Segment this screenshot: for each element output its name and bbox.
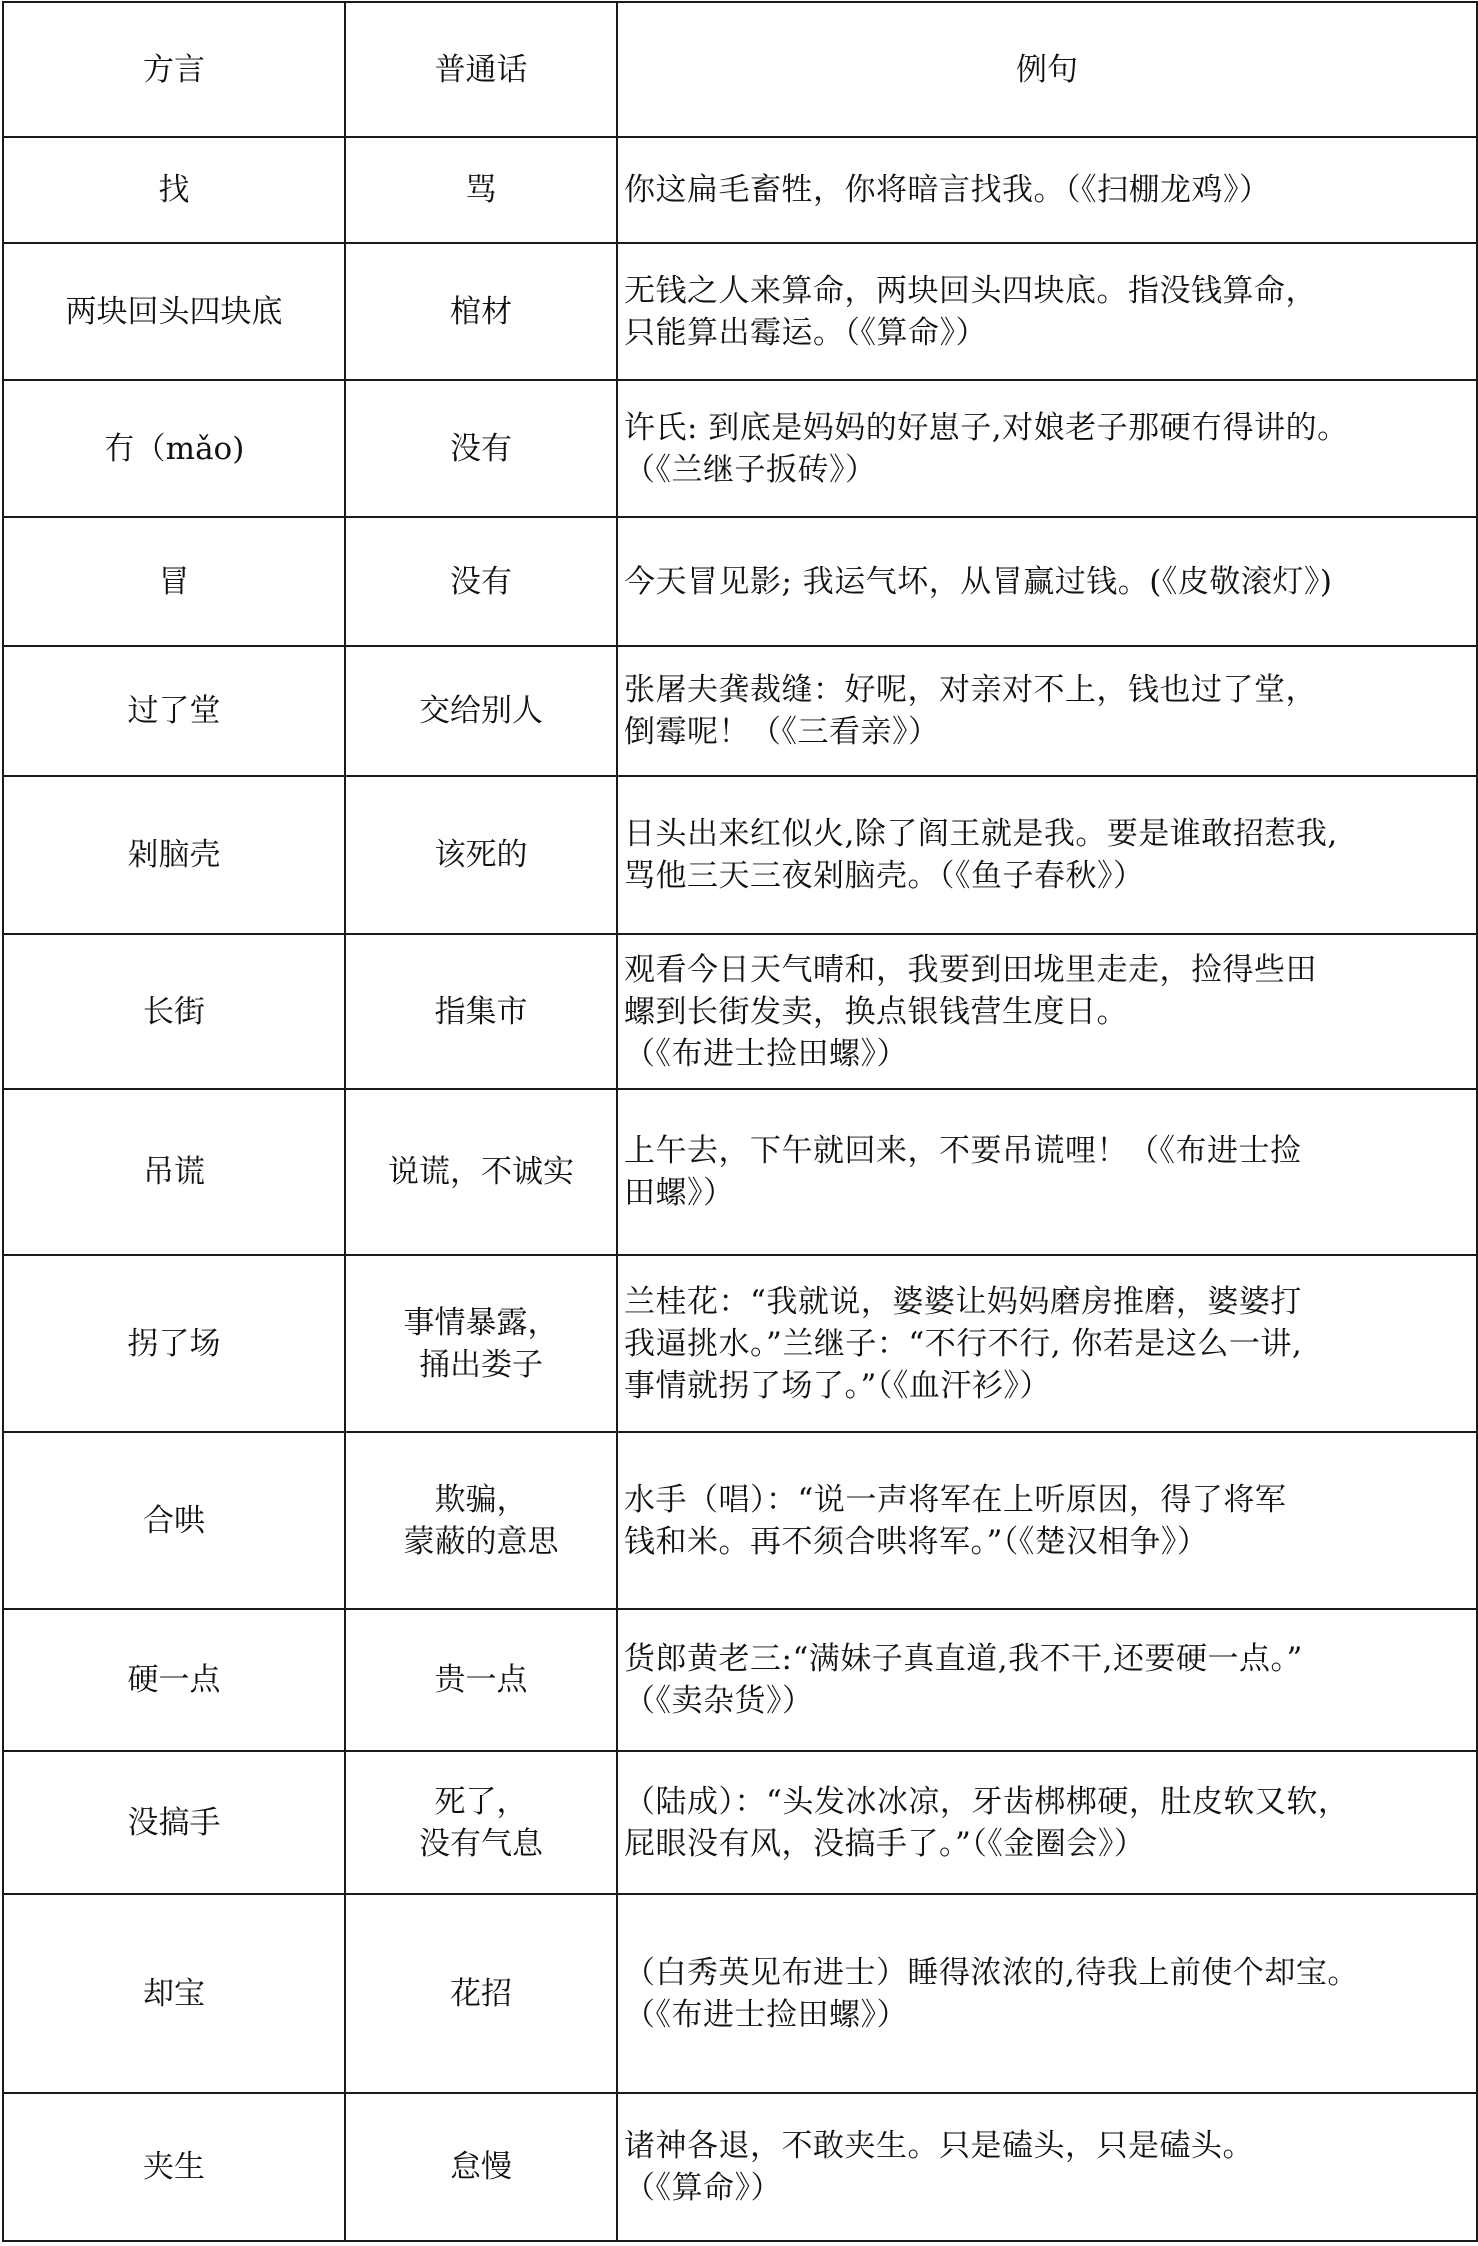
header-dialect: 方言	[3, 2, 345, 137]
dialect-cell-text: 找	[158, 172, 190, 208]
header-example: 例句	[617, 2, 1477, 137]
example-cell	[617, 776, 1477, 934]
table-row	[3, 1089, 1477, 1255]
dialect-cell	[3, 2093, 345, 2241]
table-row	[3, 1432, 1477, 1609]
example-cell	[617, 380, 1477, 517]
dialect-cell-text: 剁脑壳	[127, 837, 221, 873]
dialect-cell-text: 没搞手	[127, 1804, 221, 1841]
dialect-cell-text: 过了堂	[127, 693, 221, 729]
table-row	[3, 380, 1477, 517]
example-cell	[617, 243, 1477, 380]
mandarin-cell-text: 事情暴露， 捅出娄子	[403, 1304, 559, 1383]
example-cell	[617, 517, 1477, 646]
mandarin-cell	[345, 1089, 617, 1255]
mandarin-cell-text: 骂	[465, 172, 497, 208]
example-cell-text: 许氏: 到底是妈妈的好崽子,对娘老子那硬冇得讲的。 （《兰继子扳砖》）	[624, 409, 1349, 488]
mandarin-cell-text: 没有	[450, 563, 512, 600]
mandarin-cell	[345, 1894, 617, 2093]
mandarin-cell	[345, 380, 617, 517]
example-cell	[617, 646, 1477, 776]
dialect-cell	[3, 137, 345, 243]
dialect-cell	[3, 1609, 345, 1751]
mandarin-cell	[345, 137, 617, 243]
example-cell-text: 货郎黄老三:“满妹子真直道,我不干,还要硬一点。” （《卖杂货》）	[624, 1641, 1303, 1719]
table-row	[3, 517, 1477, 646]
dialect-cell-text: 拐了场	[127, 1325, 221, 1362]
example-cell-text: 兰桂花：“我就说，婆婆让妈妈磨房推磨，婆婆打 我逼挑水。”兰继子：“不行不行, 你若是这么一讲, 事情就拐了场了。”（《血汗衫》）	[624, 1283, 1303, 1404]
mandarin-cell	[345, 776, 617, 934]
mandarin-cell-text: 指集市	[434, 993, 528, 1030]
example-cell-text: 日头出来红似火,除了阎王就是我。要是谁敢招惹我, 骂他三天三夜剁脑壳。（《鱼子春秋》）	[624, 816, 1338, 894]
table-row	[3, 137, 1477, 243]
dialect-cell	[3, 1894, 345, 2093]
dialect-cell	[3, 1751, 345, 1894]
dialect-cell	[3, 1089, 345, 1255]
dialect-cell-text: 合哄	[143, 1502, 205, 1539]
dialect-cell	[3, 243, 345, 380]
dialect-cell-text: 两块回头四块底	[65, 293, 283, 330]
mandarin-cell	[345, 646, 617, 776]
table-header-row	[3, 2, 1477, 137]
table-row	[3, 1609, 1477, 1751]
dialect-cell-text: 夹生	[143, 2149, 205, 2185]
example-cell	[617, 1255, 1477, 1432]
mandarin-cell-text: 欺骗， 蒙蔽的意思	[403, 1481, 559, 1560]
dialect-cell	[3, 934, 345, 1089]
dialect-cell	[3, 1432, 345, 1609]
mandarin-cell-text: 花招	[450, 1975, 512, 2012]
mandarin-cell	[345, 2093, 617, 2241]
table-row	[3, 1751, 1477, 1894]
mandarin-cell-text: 没有	[450, 430, 512, 467]
example-cell-text: 张屠夫龚裁缝：好呢，对亲对不上，钱也过了堂， 倒霉呢！（《三看亲》）	[624, 672, 1317, 750]
mandarin-cell-text: 说谎，不诚实	[388, 1154, 574, 1190]
example-cell-text: 今天冒见影; 我运气坏，从冒赢过钱。(《皮敬滚灯》)	[624, 563, 1333, 600]
example-cell	[617, 137, 1477, 243]
example-cell-text: 诸神各退，不敢夹生。只是磕头，只是磕头。 （《算命》）	[624, 2128, 1254, 2206]
mandarin-cell	[345, 243, 617, 380]
table-row	[3, 2093, 1477, 2241]
mandarin-cell-text: 该死的	[434, 837, 528, 873]
table-row	[3, 646, 1477, 776]
example-cell	[617, 1609, 1477, 1751]
table-body	[3, 137, 1477, 2241]
table-row	[3, 243, 1477, 380]
mandarin-cell-text: 怠慢	[450, 2149, 512, 2185]
example-cell-text: 你这扁毛畜牲，你将暗言找我。（《扫棚龙鸡》）	[624, 172, 1271, 208]
dialect-cell-text: 冇（mǎo)	[103, 430, 245, 467]
example-cell	[617, 1894, 1477, 2093]
example-cell	[617, 934, 1477, 1089]
mandarin-cell	[345, 1432, 617, 1609]
example-cell-text: 无钱之人来算命，两块回头四块底。指没钱算命， 只能算出霉运。（《算命》）	[624, 272, 1317, 351]
example-cell-text: 上午去，下午就回来，不要吊谎哩！（《布进士捡 田螺》）	[624, 1133, 1302, 1211]
mandarin-cell-text: 贵一点	[434, 1662, 528, 1698]
dialect-cell-text: 硬一点	[127, 1662, 221, 1698]
dialect-cell	[3, 1255, 345, 1432]
dialect-table	[2, 1, 1478, 2242]
mandarin-cell-text: 棺材	[450, 293, 512, 330]
example-cell	[617, 2093, 1477, 2241]
table-row	[3, 1894, 1477, 2093]
dialect-cell	[3, 517, 345, 646]
example-cell-text: （白秀英见布进士）睡得浓浓的,待我上前使个却宝。 （《布进士捡田螺》）	[624, 1954, 1359, 2033]
table-row	[3, 776, 1477, 934]
example-cell	[617, 1089, 1477, 1255]
header-mandarin: 普通话	[345, 2, 617, 137]
example-cell-text: 水手（唱）：“说一声将军在上听原因，得了将军 钱和米。再不须合哄将军。”（《楚汉相争》）	[624, 1481, 1287, 1560]
example-cell-text: （陆成）：“头发冰冰凉，牙齿梆梆硬，肚皮软又软， 屁眼没有风，没搞手了。”（《金圈会》）	[624, 1783, 1350, 1862]
mandarin-cell	[345, 1751, 617, 1894]
dialect-cell-text: 却宝	[143, 1975, 205, 2012]
mandarin-cell	[345, 1609, 617, 1751]
dialect-cell-text: 长街	[143, 993, 205, 1030]
dialect-cell	[3, 646, 345, 776]
dialect-cell-text: 冒	[158, 563, 190, 600]
table-row	[3, 934, 1477, 1089]
mandarin-cell	[345, 517, 617, 646]
dialect-cell	[3, 776, 345, 934]
mandarin-cell-text: 交给别人	[419, 693, 543, 729]
mandarin-cell	[345, 934, 617, 1089]
mandarin-cell-text: 死了， 没有气息	[419, 1783, 543, 1862]
table-row	[3, 1255, 1477, 1432]
example-cell	[617, 1432, 1477, 1609]
dialect-cell-text: 吊谎	[143, 1154, 205, 1190]
mandarin-cell	[345, 1255, 617, 1432]
example-cell	[617, 1751, 1477, 1894]
dialect-cell	[3, 380, 345, 517]
example-cell-text: 观看今日天气晴和，我要到田垅里走走，捡得些田 螺到长街发卖，换点银钱营生度日。 （《布进士捡田螺》）	[624, 951, 1317, 1072]
